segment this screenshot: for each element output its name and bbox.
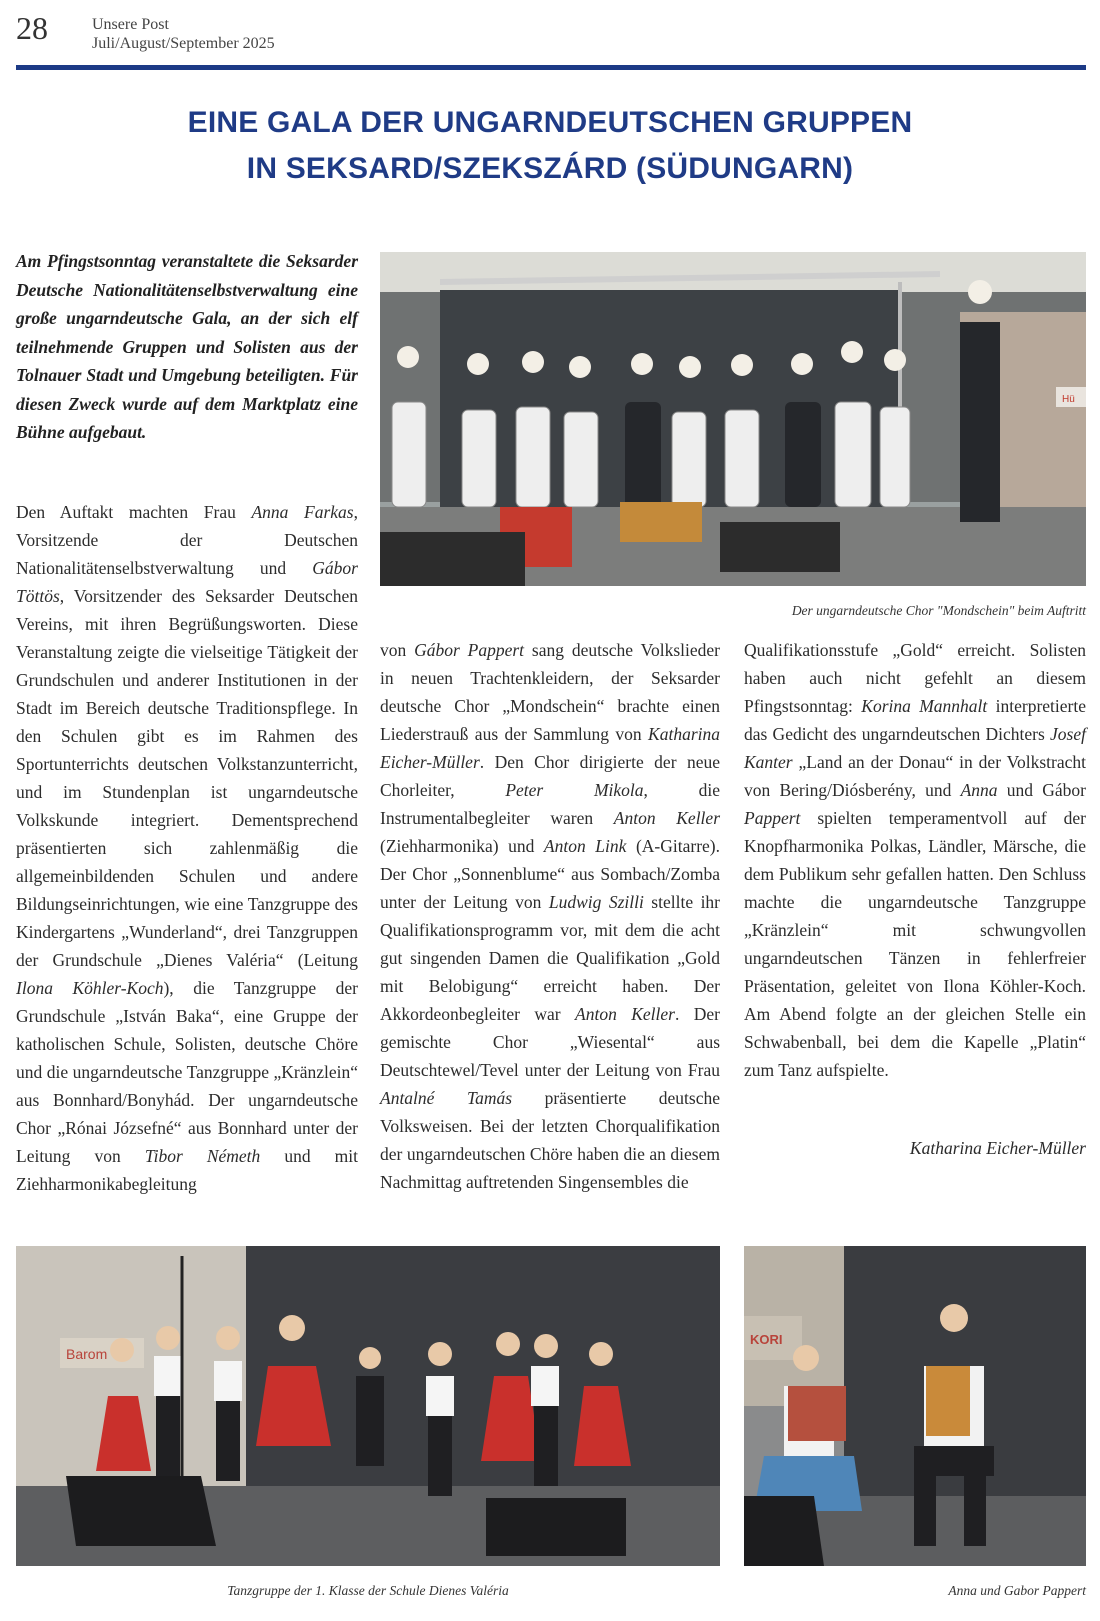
c2-name-5: Anton Link: [543, 836, 627, 856]
c3-name-1: Korina Mannhalt: [861, 696, 988, 716]
publication-title: Unsere Post: [92, 16, 169, 33]
choir-photo-caption: Der ungarndeutsche Chor "Mondschein" beim Auftritt: [791, 603, 1086, 618]
c2-text-b: sang deutsche Volkslieder in neuen Trachtenkleidern, der Seksarder deutsche Chor „Mondschein“ brachte einen Liederstrauß aus der Sammlung von: [380, 640, 720, 744]
c2-text-h: . Der gemischte Chor „Wiesental“ aus Deutschtewel/Tevel unter der Leitung von Frau: [380, 1004, 721, 1080]
c3-name-2: Josef Kanter: [744, 724, 1086, 772]
c1-text-e: und mit Ziehharmonikabegleitung: [16, 1146, 358, 1194]
c2-text-i: präsentierte deutsche Volksweisen. Bei der letzten Chorqualifikation der ungarndeutschen Chöre haben die an diesem Nachmittag auftretenden Singensembles die: [380, 1088, 720, 1192]
article-author: Katharina Eicher-Müller: [909, 1138, 1086, 1158]
c2-text-e: (Ziehharmonika) und: [380, 836, 544, 856]
c1-text-b: , Vorsitzende der Deutschen Nationalitätenselbstverwaltung und: [16, 502, 358, 578]
page-number: 28: [16, 10, 48, 46]
choir-shop-sign: Hü: [1062, 394, 1075, 405]
page-header: [16, 10, 1086, 68]
duo-photo-caption: Anna und Gabor Pappert: [948, 1583, 1086, 1598]
c2-text-a: von: [380, 640, 415, 660]
c3-name-3: Anna: [960, 780, 998, 800]
c3-text-a: Qualifikationsstufe „Gold“ erreicht. Solisten haben auch nicht gefehlt an diesem Pfingstsonntag:: [744, 640, 1086, 716]
article-column-3: [744, 636, 1086, 1084]
c1-text-c: , Vorsitzender des Seksarder Deutschen Vereins, mit ihren Begrüßungsworten. Diese Veranstaltung zeigte die vielseitige Tätigkeit der Grundschulen und anderer Institutionen in der Stadt im Bereich deutsche Traditionspflege. In den Schulen gibt es im Rahmen des Sportunterrichts deutschen Volkstanzunterricht, und im Stundenplan ist ungarndeutsche Volkskunde integriert. Dementsprechend präsentierten sich zahlenmäßig die allgemeinbildenden Schulen und andere Bildungseinrichtungen, wie eine Tanzgruppe des Kindergartens „Wunderland“, drei Tanzgruppen der Grundschule „Dienes Valéria“ (Leitung: [16, 586, 358, 970]
issue-date: Juli/August/September 2025: [92, 35, 275, 52]
article-column-2: [380, 636, 720, 1196]
c2-name-1: Gábor Pappert: [414, 640, 525, 660]
c3-text-d: und Gábor: [997, 780, 1087, 800]
c2-text-f: (A-Gitarre). Der Chor „Sonnenblume“ aus Sombach/Zomba unter der Leitung von: [380, 836, 720, 912]
headline-line-2: IN SEKSARD/SZEKSZÁRD (SÜDUNGARN): [246, 152, 854, 185]
article-column-1: [16, 498, 358, 1198]
c1-name-1: Anna Farkas: [251, 502, 354, 522]
article-headline: [0, 100, 1100, 192]
c2-name-6: Ludwig Szilli: [548, 892, 644, 912]
dance-photo-caption: Tanzgruppe der 1. Klasse der Schule Dienes Valéria: [227, 1583, 509, 1598]
c1-name-2: Gábor Töttös: [16, 558, 358, 606]
headline-line-1: EINE GALA DER UNGARNDEUTSCHEN GRUPPEN: [187, 106, 913, 139]
duo-shop-sign: KORI: [750, 1332, 783, 1347]
c1-text-d: ), die Tanzgruppe der Grundschule „István Baka“, eine Gruppe der katholischen Schule, Solisten, deutsche Chöre und die ungarndeutsche Tanzgruppe „Kränzlein“ aus Bonnhard/Bonyhád. Der ungarndeutsche Chor „Rónai Józsefné“ aus Bonnhard unter der Leitung von: [16, 978, 358, 1166]
c2-text-c: . Den Chor dirigierte der neue Chorleiter,: [380, 752, 720, 800]
dance-shop-sign: Barom: [66, 1346, 108, 1362]
c1-name-4: Tibor Németh: [144, 1146, 261, 1166]
c3-name-4: Pappert: [744, 808, 801, 828]
c2-name-8: Antalné Tamás: [380, 1088, 513, 1108]
c3-text-b: interpretierte das Gedicht des ungarndeutschen Dichters: [744, 696, 1086, 744]
accordion-duo-photo: [744, 1246, 1086, 1566]
c1-name-3: Ilona Köhler-Koch: [16, 978, 164, 998]
choir-photo: [380, 252, 1086, 586]
dance-group-photo: [16, 1246, 720, 1566]
header-rule: [16, 65, 1086, 70]
c2-text-g: stellte ihr Qualifikationsprogramm vor, mit dem die acht gut singenden Damen die Qualifikation „Gold mit Belobigung“ erreicht haben. Der Akkordeonbegleiter war: [380, 892, 721, 1024]
c2-name-2: Katharina Eicher-Müller: [380, 724, 720, 772]
article-lead: Am Pfingstsonntag veranstaltete die Seksarder Deutsche Nationalitätenselbstverwaltung eine große ungarndeutsche Gala, an der sich elf teilnehmende Gruppen und Solisten aus der Tolnauer Stadt und Umgebung beteiligten. Für diesen Zweck wurde auf dem Marktplatz eine Bühne aufgebaut.: [16, 251, 358, 442]
c3-text-e: spielten temperamentvoll auf der Knopfharmonika Polkas, Ländler, Märsche, die dem Publikum sehr gefallen hatten. Den Schluss machte die ungarndeutsche Tanzgruppe „Kränzlein“ mit schwungvollen ungarndeutschen Tänzen in fehlerfreier Präsentation, geleitet von Ilona Köhler-Koch. Am Abend folgte an der gleichen Stelle ein Schwabenball, bei dem die Kapelle „Platin“ zum Tanz aufspielte.: [744, 808, 1086, 1080]
c2-name-3: Peter Mikola: [505, 780, 644, 800]
c1-text-a: Den Auftakt machten Frau: [16, 502, 252, 522]
c2-text-d: , die Instrumentalbegleiter waren: [380, 780, 720, 828]
c3-text-c: „Land an der Donau“ in der Volkstracht von Bering/Diósberény, und: [744, 752, 1086, 800]
c2-name-7: Anton Keller: [575, 1004, 675, 1024]
c2-name-4: Anton Keller: [613, 808, 721, 828]
